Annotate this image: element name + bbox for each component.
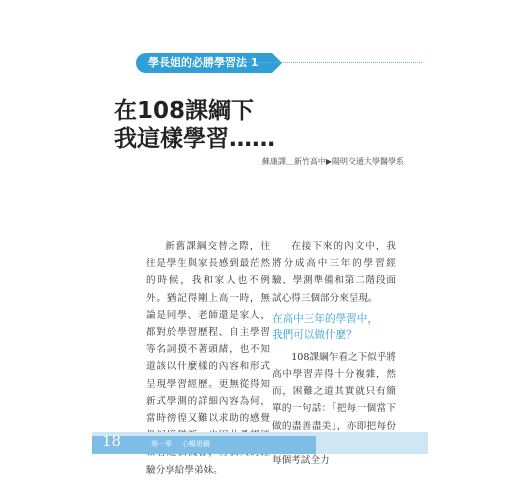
right-body-paragraph: 108課綱乍看之下似乎將高中學習弄得十分複雜，然而，困難之道其實就只有簡單的一句話：「把每一個當下做的盡善盡美」，亦即把每份 每個考試全力 <box>272 351 396 467</box>
subheading-line2: 我們可以做什麼？ <box>272 328 357 341</box>
article-title-line2: 我這樣學習…… <box>114 126 275 152</box>
article-title-line1: 在108課綱下 <box>114 98 255 124</box>
section-subheading <box>272 311 396 343</box>
chapter-label <box>151 439 220 449</box>
subheading-line1: 在高中三年的學習中， <box>272 312 378 325</box>
chapter-title: 心暢思鏡 <box>182 440 210 448</box>
right-intro-paragraph: 在接下來的內文中，我將分成高中三年的學習經驗、學測準備和第二階段面試心得三個部分來呈現。 <box>272 241 396 304</box>
left-paragraph: 新舊課綱交替之際，往往是學生與家長感到最茫然的時候，我和家人也不例外。猶記得剛上高一時，無論是同學、老師還是家人，都對於學習歷程、自主學習等名詞摸不著頭緒，也不知道該以什麼樣的內容和形式呈現學習經歷。更無從得知新式學測的詳細內容為何，當時徬徨又難以求助的感覺 驗分享給學弟妹。 <box>146 241 270 476</box>
tag-divider-line <box>226 62 422 63</box>
chapter-number: 第一章 <box>151 440 172 448</box>
author-byline: 蘇康譯＿新竹高中▶陽明交通大學醫學系 <box>261 157 404 166</box>
section-tag <box>136 53 272 73</box>
section-tag-label: 學長姐的必勝學習法 1 <box>136 53 272 73</box>
page-number: 18 <box>102 432 122 450</box>
